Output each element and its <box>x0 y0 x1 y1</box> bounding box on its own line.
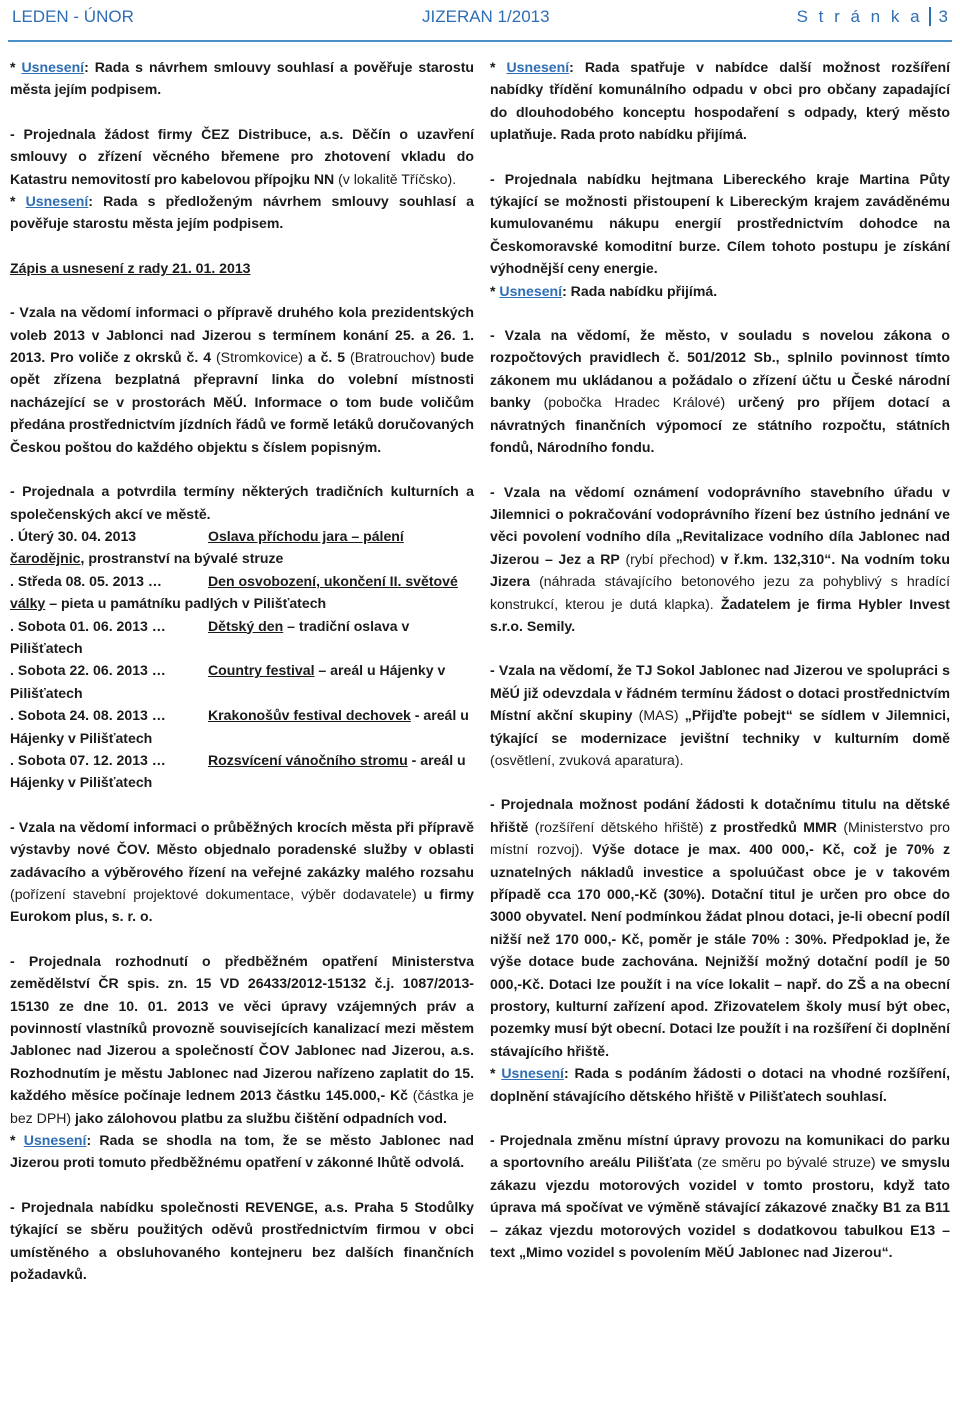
resolution-label: Usnesení <box>501 1065 564 1082</box>
text: „Přijďte pobejt“ se sídlem v Jilemnici, týkající se modernizace jevištní techniky v kulturním domě <box>490 707 950 746</box>
resolution-paragraph <box>10 1129 474 1174</box>
event-item <box>10 749 474 794</box>
text-normal: (rybí přechod) <box>619 550 715 567</box>
star-marker: * <box>10 1132 24 1149</box>
text-normal: (pořízení stavební projektové dokumentace, výběr dodavatele) <box>10 886 417 902</box>
event-date: . Sobota 01. 06. 2013 … <box>10 617 166 634</box>
event-date: . Úterý 30. 04. 2013 <box>10 527 137 544</box>
text: - Vzala na vědomí, že TJ Sokol Jablonec nad Jizerou ve spolupráci s MěÚ již odevzdala v řádném termínu žádost o dotaci prostřednictvím Místní akční skupiny <box>490 662 950 724</box>
event-item <box>10 570 474 615</box>
header-publication: JIZERAN 1/2013 <box>422 7 550 26</box>
text-normal: (osvětlení, zvuková aparatura). <box>490 751 684 768</box>
paragraph-energy: - Projednala nabídku hejtmana Libereckého kraje Martina Půty týkající se možnosti přistoupení k Libereckým krajem zaváděnému kumulovanému nákupu energií prostřednictvím dohodce na Českomoravské komoditní burze. Cílem tohoto postupu je získání výhodnější ceny energie. <box>490 170 950 277</box>
header-page-number: 3 <box>929 7 948 26</box>
resolution-paragraph <box>10 56 474 101</box>
text-normal: (Stromkovice) <box>211 349 303 366</box>
paragraph-sokol <box>490 659 950 771</box>
text: - Vzala na vědomí informaci o průběžných krocích města při přípravě výstavby nové ČOV. Město objednalo poradenské služby v oblasti zadávacího a výběrového řízení na veřejné zakázky malého rozsahu <box>10 818 474 880</box>
paragraph-cez <box>10 123 474 190</box>
text: určený pro příjem dotací a návratných finančních výpomocí ze státního rozpočtu, státních fondů, Národního fondu. <box>490 394 951 456</box>
resolution-paragraph <box>490 1062 950 1107</box>
text: v ř.km. 132,310“. Na vodním toku Jizera <box>490 550 951 590</box>
resolution-text: : Rada spatřuje v nabídce další možnost rozšíření nabídky třídění komunálního odpadu v obci pro občany zapadající do dlouhodobého konceptu hospodaření s odpady, který město uplatňuje. Rada proto nabídku přijímá. <box>490 59 950 143</box>
resolution-label: Usnesení <box>506 59 570 75</box>
paragraph-revenge: - Projednala nabídku společnosti REVENGE, a.s. Praha 5 Stodůlky týkající se sběru použitých oděvů prostřednictvím firmou v obci umístěného a obsluhovaného kontejneru bez dalších finančních požadavků. <box>10 1198 474 1283</box>
resolution-label: Usnesení <box>499 282 563 299</box>
header-issue-months: LEDEN - ÚNOR <box>12 7 134 26</box>
event-name: Den osvobození, ukončení II. světové války <box>10 572 458 612</box>
resolution-label: Usnesení <box>21 59 85 75</box>
header-page-word: S t r á n k a <box>796 7 923 26</box>
text: Žadatelem je firma Hybler Invest s.r.o. Semily. <box>490 595 950 634</box>
event-place: , prostranství na bývalé struze <box>80 550 284 567</box>
text-normal: (MAS) <box>632 707 679 724</box>
resolution-paragraph <box>10 190 474 235</box>
text: - Projednala možnost podání žádosti k dotačnímu titulu na dětské hřiště <box>490 796 950 835</box>
text: - Projednala rozhodnutí o předběžném opatření Ministerstva zemědělství ČR spis. zn. 15 VD 26433/2012-15132 č.j. 1087/2013-15130 ze dne 10. 01. 2013 ve věci úpravy vzájemných práv a povinností vlastníků provozně souvisejících kanalizací mezi městem Jablonec nad Jizerou a společností ČOV Jablonec nad Jizerou, a.s. Rozhodnutím je městu Jablonec nad Jizerou nařízeno zaplatit do 15. každého měsíce počínaje lednem 2013 částku 145.000,- Kč <box>10 952 474 1104</box>
events-list <box>10 525 474 794</box>
paragraph-ministry <box>10 950 474 1129</box>
text: - Vzala na vědomí oznámení vodoprávního stavebního úřadu v Jilemnici o pokračování vodoprávního řízení bez ústního jednání ve věci povolení vodního díla „Revitalizace vodního díla Jablonec nad Jizerou – Jez a RP <box>490 483 950 567</box>
event-date: . Sobota 07. 12. 2013 … <box>10 751 166 768</box>
event-name: Dětský den <box>208 617 284 634</box>
event-date: . Sobota 22. 06. 2013 … <box>10 662 166 679</box>
star-marker: * <box>10 193 26 210</box>
text: bude opět zřízena bezplatná přepravní linka do volební místnosti nacházející se v prostorách MěÚ. Informace o tom bude voličům předána prostřednictvím jízdních řádů ve formě letáků doručovaných Českou poštou do každého objektu s číslem popisným. <box>10 349 474 455</box>
right-column <box>490 56 950 1264</box>
text-normal: (náhrada stávajícího betonového jezu za pohyblivý s hradící konstrukcí, kterou je dutá klapka). <box>490 573 950 612</box>
text: Výše dotace je max. 400 000,- Kč, což je 70% z uznatelných nákladů investice a spoluúčast obce je v takovém případě cca 170 000,-Kč (30%). Dotační titul je určen pro obce do 3000 obyvatel. Není podmínkou žádat plnou dotaci, je-li obecní podíl nižší než 170 000,- Kč, poměr je stále 70% : 30%. Předpoklad je, že výše dotace bude zachována. Nejnižší možný dotační podíl je 50 000,-Kč. Dotaci lze použít i na více lokalit – např. do ZŠ a na obecní prostory, kulturní zařízení apod. Zřizovatelem školy musí být obec, pozemky musí být obecní. Dotaci lze použít i na rozšíření či doplnění stávajícího hřiště. <box>490 841 950 1059</box>
event-item <box>10 659 474 704</box>
event-place: – pieta u památníku padlých v Pilišťatech <box>45 595 327 612</box>
text: - Projednala změnu místní úpravy provozu na komunikaci do parku a sportovního areálu Pilišťata <box>490 1132 950 1171</box>
resolution-text: : Rada s předloženým návrhem smlouvy souhlasí a pověřuje starostu města jejím podpisem. <box>10 193 474 232</box>
text: z prostředků MMR <box>703 818 837 835</box>
text-normal: (v lokalitě Tříčsko). <box>334 170 457 187</box>
event-name: Rozsvícení vánočního stromu <box>208 751 408 768</box>
paragraph-traffic <box>490 1129 950 1263</box>
star-marker: * <box>490 1065 502 1082</box>
text: - Vzala na vědomí, že město, v souladu s novelou zákona o rozpočtových pravidlech č. 501/2012 Sb., splnilo povinnost tímto zákonem mu ukládanou a požádalo o zřízení účtu u České národní banky <box>490 327 950 411</box>
event-place: - areál u Hájenky v Pilišťatech <box>10 751 466 791</box>
event-item <box>10 704 474 749</box>
page-header <box>8 0 952 42</box>
event-name: Country festival <box>208 662 315 679</box>
paragraph-cnb <box>490 324 950 458</box>
event-item <box>10 525 474 570</box>
text-normal: (ze směru po bývalé struze) <box>692 1154 876 1171</box>
text: jako zálohovou platbu za službu čištění odpadních vod. <box>71 1109 447 1126</box>
star-marker: * <box>490 59 507 75</box>
paragraph-events-intro: - Projednala a potvrdila termíny některých tradičních kulturních a společenských akcí ve městě. <box>10 483 474 522</box>
event-date: . Sobota 24. 08. 2013 … <box>10 707 166 724</box>
star-marker: * <box>10 59 22 75</box>
event-place: – areál u Hájenky v Pilišťatech <box>10 662 446 701</box>
paragraph-cov <box>10 816 474 928</box>
text: a č. 5 <box>302 349 346 366</box>
event-name: Krakonošův festival dechovek <box>208 707 411 724</box>
resolution-text: : Rada s návrhem smlouvy souhlasí a pověřuje starostu města jejím podpisem. <box>10 59 474 98</box>
event-date: . Středa 08. 05. 2013 … <box>10 572 162 589</box>
paragraph-playground <box>490 793 950 1062</box>
text-normal: (rozšíření dětského hřiště) <box>528 818 704 835</box>
text: ve smyslu zákazu vjezdu motorových vozidel v tomto prostoru, když tato úprava má spočívat ve výměně stávající zákazové značky B1 za B11 – zákaz vjezdu motorových vozidel s dodatkovou tabulkou E13 – text „Mimo vozidel s povolením MěÚ Jablonec nad Jizerou“. <box>490 1154 950 1261</box>
event-place: - areál u Hájenky v Pilišťatech <box>10 707 469 746</box>
event-name: Oslava příchodu jara – pálení čarodějnic <box>10 527 404 567</box>
event-item <box>10 615 474 660</box>
left-column <box>10 56 474 1286</box>
section-heading-zapis: Zápis a usnesení z rady 21. 01. 2013 <box>10 259 251 276</box>
resolution-label: Usnesení <box>23 1132 87 1149</box>
event-place: – tradiční oslava v Pilišťatech <box>10 617 410 656</box>
header-page-label <box>797 7 948 27</box>
resolution-text: : Rada se shodla na tom, že se město Jablonec nad Jizerou proti tomuto předběžnému opatření v zákonné lhůtě odvolá. <box>10 1132 474 1171</box>
resolution-text: : Rada nabídku přijímá. <box>562 282 718 299</box>
resolution-paragraph <box>490 280 950 302</box>
resolution-label: Usnesení <box>25 193 89 210</box>
paragraph-water <box>490 481 950 638</box>
text-normal: (Ministerstvo pro místní rozvoj). <box>490 818 951 858</box>
star-marker: * <box>490 282 500 299</box>
text-normal: (Bratrouchov) <box>345 349 436 366</box>
resolution-paragraph <box>490 56 950 146</box>
text-normal: (částka je bez DPH) <box>10 1087 474 1126</box>
resolution-text: : Rada s podáním žádosti o dotaci na vhodné rozšíření, doplnění stávajícího dětského hřiště v Pilišťatech souhlasí. <box>490 1065 950 1104</box>
text: - Vzala na vědomí informaci o přípravě druhého kola prezidentských voleb 2013 v Jablonci nad Jizerou s termínem konání 25. a 26. 1. 2013. Pro voliče z okrsků č. 4 <box>10 304 474 366</box>
paragraph-elections <box>10 301 474 458</box>
text: u firmy Eurokom plus, s. r. o. <box>10 886 475 925</box>
text-normal: (pobočka Hradec Králové) <box>530 394 726 411</box>
text: - Projednala žádost firmy ČEZ Distribuce, a.s. Děčín o uzavření smlouvy o zřízení věcného břemene pro zhotovení vkladu do Katastru nemovitostí pro kabelovou přípojku NN <box>10 125 474 187</box>
